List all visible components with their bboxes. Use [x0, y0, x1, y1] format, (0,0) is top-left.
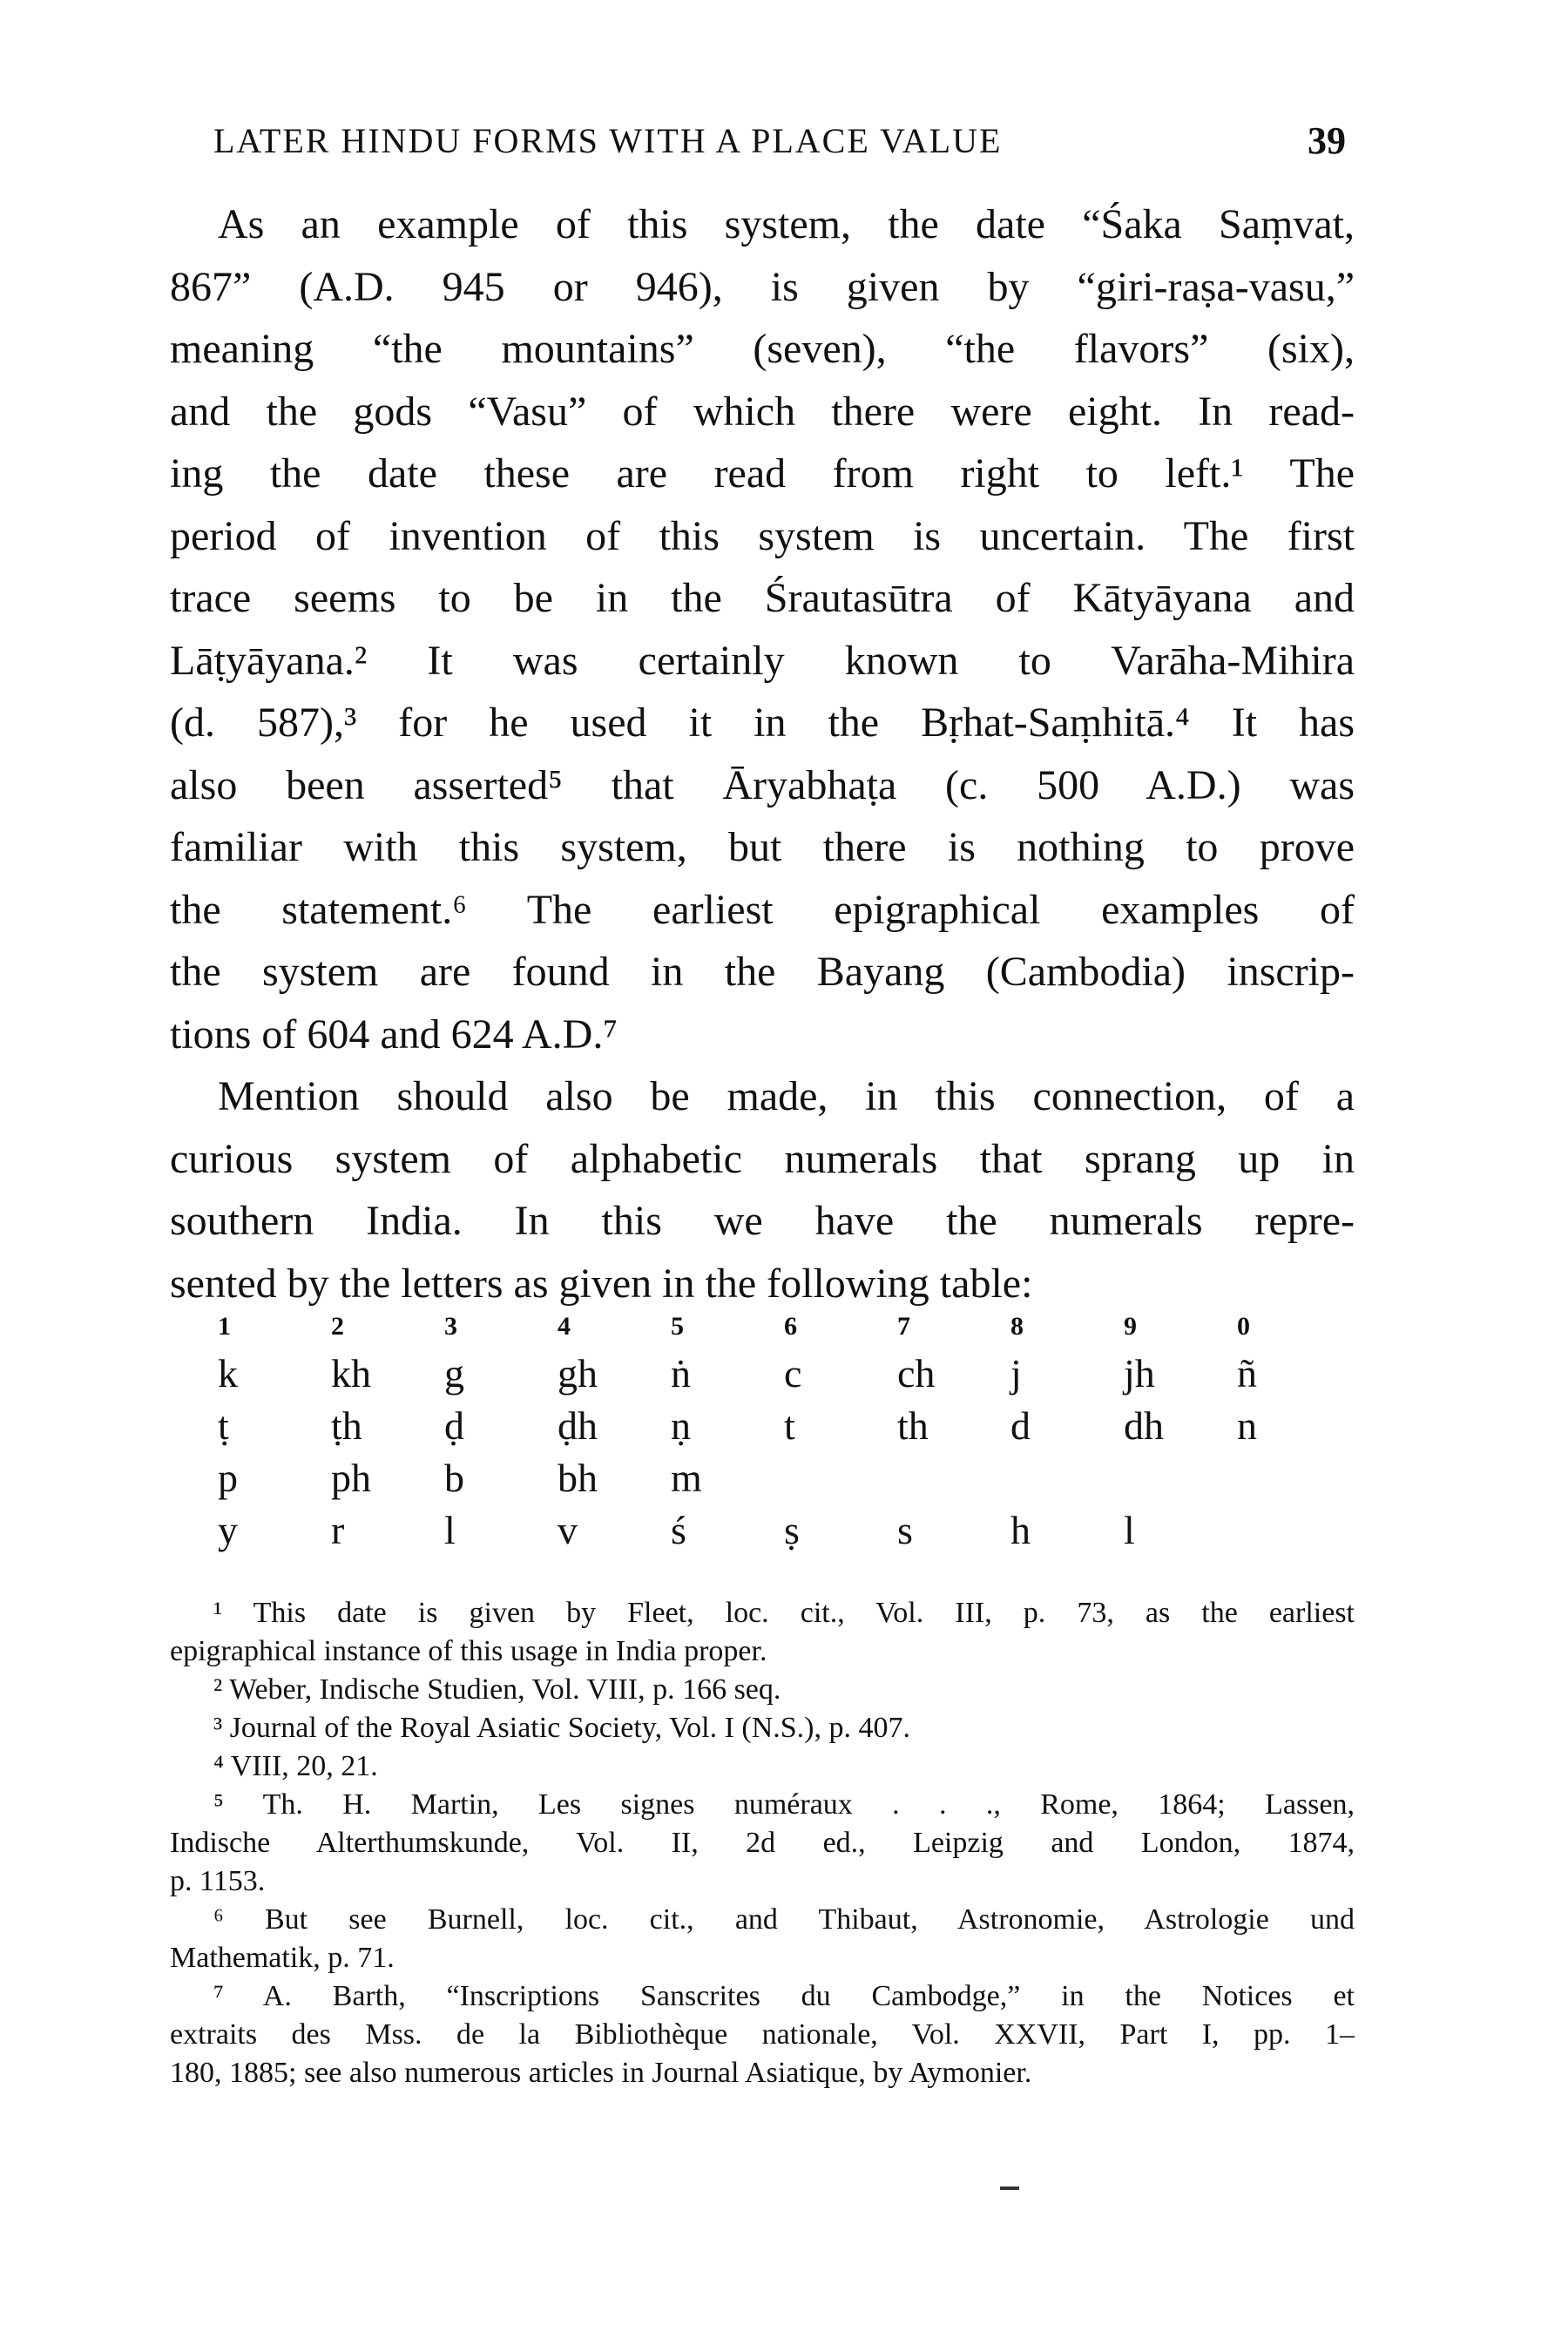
footnote-5 — [170, 1786, 1355, 1901]
letter-cell: ñ — [1237, 1350, 1257, 1396]
letter-cell: ṣ — [784, 1507, 800, 1552]
footnote-line: ⁷ A. Barth, “Inscriptions Sanscrites du Cambodge,” in the Notices et — [213, 1980, 1355, 2012]
letter-cell: ś — [671, 1507, 686, 1552]
page-header — [213, 115, 1346, 167]
digit-cell: 2 — [331, 1312, 344, 1341]
footnote-3 — [170, 1709, 1355, 1747]
digit-cell: 5 — [671, 1312, 684, 1341]
footnotes — [170, 1594, 1355, 2092]
table-row — [218, 1399, 1350, 1451]
footnote-1 — [170, 1594, 1355, 1671]
alphabetic-numerals-table — [218, 1307, 1350, 1556]
print-mark — [1000, 2186, 1019, 2190]
letter-cell: ch — [897, 1350, 936, 1396]
text-line: familiar with this system, but there is nothing to prove — [170, 824, 1355, 870]
letter-cell: th — [897, 1402, 929, 1448]
letter-cell — [1237, 1504, 1350, 1556]
text-line: curious system of alphabetic numerals that sprang up in — [170, 1135, 1355, 1182]
letter-cell: n — [1237, 1402, 1257, 1448]
letter-cell: gh — [558, 1350, 598, 1396]
letter-cell: l — [1124, 1507, 1135, 1552]
table-row — [218, 1451, 1350, 1504]
letter-cell: ḍ — [444, 1402, 464, 1448]
letter-cell — [1237, 1451, 1350, 1504]
text-line: As an example of this system, the date “Śaka Saṃvat, — [218, 201, 1355, 247]
text-line: tions of 604 and 624 A.D.⁷ — [170, 1010, 618, 1058]
letter-cell: dh — [1124, 1402, 1164, 1448]
text-line: meaning “the mountains” (seven), “the flavors” (six), — [170, 326, 1355, 372]
digit-cell: 7 — [897, 1312, 910, 1341]
footnote-2 — [170, 1671, 1355, 1709]
letter-cell: c — [784, 1350, 802, 1396]
letter-cell — [784, 1451, 897, 1504]
digit-cell: 8 — [1010, 1312, 1024, 1341]
letter-cell: h — [1010, 1507, 1031, 1552]
table-row — [218, 1504, 1350, 1556]
footnote-6 — [170, 1901, 1355, 1977]
letter-cell: y — [218, 1507, 238, 1552]
footnote-line: ⁴ VIII, 20, 21. — [213, 1750, 378, 1782]
letter-cell: kh — [331, 1350, 371, 1396]
letter-cell: k — [218, 1350, 238, 1396]
text-line: trace seems to be in the Śrautasūtra of Kātyāyana and — [170, 575, 1355, 621]
letter-cell: g — [444, 1350, 464, 1396]
text-line: and the gods “Vasu” of which there were eight. In read- — [170, 388, 1355, 435]
footnote-line: ² Weber, Indische Studien, Vol. VIII, p. 166 seq. — [213, 1673, 781, 1706]
footnote-line: 180, 1885; see also numerous articles in Journal Asiatique, by Aymonier. — [170, 2057, 1032, 2089]
footnote-line: Mathematik, p. 71. — [170, 1942, 395, 1974]
digit-cell: 6 — [784, 1312, 797, 1341]
digit-cell: 3 — [444, 1312, 457, 1341]
footnote-line: ³ Journal of the Royal Asiatic Society, Vol. I (N.S.), p. 407. — [213, 1712, 910, 1744]
text-line: also been asserted⁵ that Āryabhaṭa (c. 500 A.D.) was — [170, 761, 1355, 808]
text-line: the statement.⁶ The earliest epigraphical examples of — [170, 886, 1355, 933]
letter-cell: ḍh — [558, 1402, 598, 1448]
footnote-line: epigraphical instance of this usage in India proper. — [170, 1635, 767, 1667]
digit-cell: 0 — [1237, 1312, 1250, 1341]
letter-cell: l — [444, 1507, 456, 1552]
letter-cell: d — [1010, 1402, 1031, 1448]
page-number: 39 — [1308, 119, 1346, 162]
letter-cell: ph — [331, 1455, 371, 1500]
letter-cell: t — [784, 1402, 795, 1448]
running-title: LATER HINDU FORMS WITH A PLACE VALUE — [213, 121, 1003, 160]
text-line: Mention should also be made, in this connection, of a — [218, 1073, 1355, 1119]
footnote-line: ¹ This date is given by Fleet, loc. cit., Vol. III, p. 73, as the earliest — [213, 1597, 1355, 1629]
letter-cell: ṭh — [331, 1402, 362, 1448]
letter-cell — [897, 1451, 1010, 1504]
letter-cell: jh — [1124, 1350, 1155, 1396]
letter-cell: bh — [558, 1455, 598, 1500]
text-line: southern India. In this we have the numerals repre- — [170, 1198, 1355, 1244]
table-row — [218, 1347, 1350, 1399]
letter-cell: r — [331, 1507, 345, 1552]
digit-cell: 9 — [1124, 1312, 1137, 1341]
letter-cell — [1124, 1451, 1237, 1504]
text-line: period of invention of this system is uncertain. The first — [170, 512, 1355, 559]
footnote-7 — [170, 1977, 1355, 2092]
main-text — [170, 193, 1355, 1315]
letter-cell — [1010, 1451, 1124, 1504]
letter-cell: ṅ — [671, 1350, 691, 1396]
letter-cell: s — [897, 1507, 913, 1552]
text-line: ing the date these are read from right to left.¹ The — [170, 450, 1355, 497]
text-line: sented by the letters as given in the following table: — [170, 1260, 1033, 1307]
text-line: the system are found in the Bayang (Cambodia) inscrip- — [170, 949, 1355, 995]
footnote-line: ⁵ Th. H. Martin, Les signes numéraux . . ., Rome, 1864; Lassen, — [213, 1788, 1355, 1821]
table-header-row — [218, 1307, 1350, 1347]
letter-cell: m — [671, 1455, 702, 1500]
letter-cell: v — [558, 1507, 578, 1552]
digit-cell: 4 — [558, 1312, 571, 1341]
text-line: 867” (A.D. 945 or 946), is given by “giri-raṣa-vasu,” — [170, 263, 1355, 310]
letter-cell: p — [218, 1455, 238, 1500]
letter-cell: j — [1010, 1350, 1022, 1396]
footnote-line: ⁶ But see Burnell, loc. cit., and Thibaut, Astronomie, Astrologie und — [213, 1903, 1355, 1936]
text-line: Lāṭyāyana.² It was certainly known to Varāha-Mihira — [170, 637, 1355, 684]
text-line: (d. 587),³ for he used it in the Bṛhat-Saṃhitā.⁴ It has — [170, 700, 1355, 746]
digit-cell: 1 — [218, 1312, 231, 1341]
letter-cell: b — [444, 1455, 464, 1500]
footnote-line: p. 1153. — [170, 1865, 266, 1897]
letter-cell: ṇ — [671, 1402, 691, 1448]
footnote-line: extraits des Mss. de la Bibliothèque nationale, Vol. XXVII, Part I, pp. 1– — [170, 2018, 1355, 2051]
footnote-line: Indische Alterthumskunde, Vol. II, 2d ed., Leipzig and London, 1874, — [170, 1827, 1355, 1859]
letter-cell: ṭ — [218, 1402, 229, 1448]
footnote-4 — [170, 1747, 1355, 1786]
